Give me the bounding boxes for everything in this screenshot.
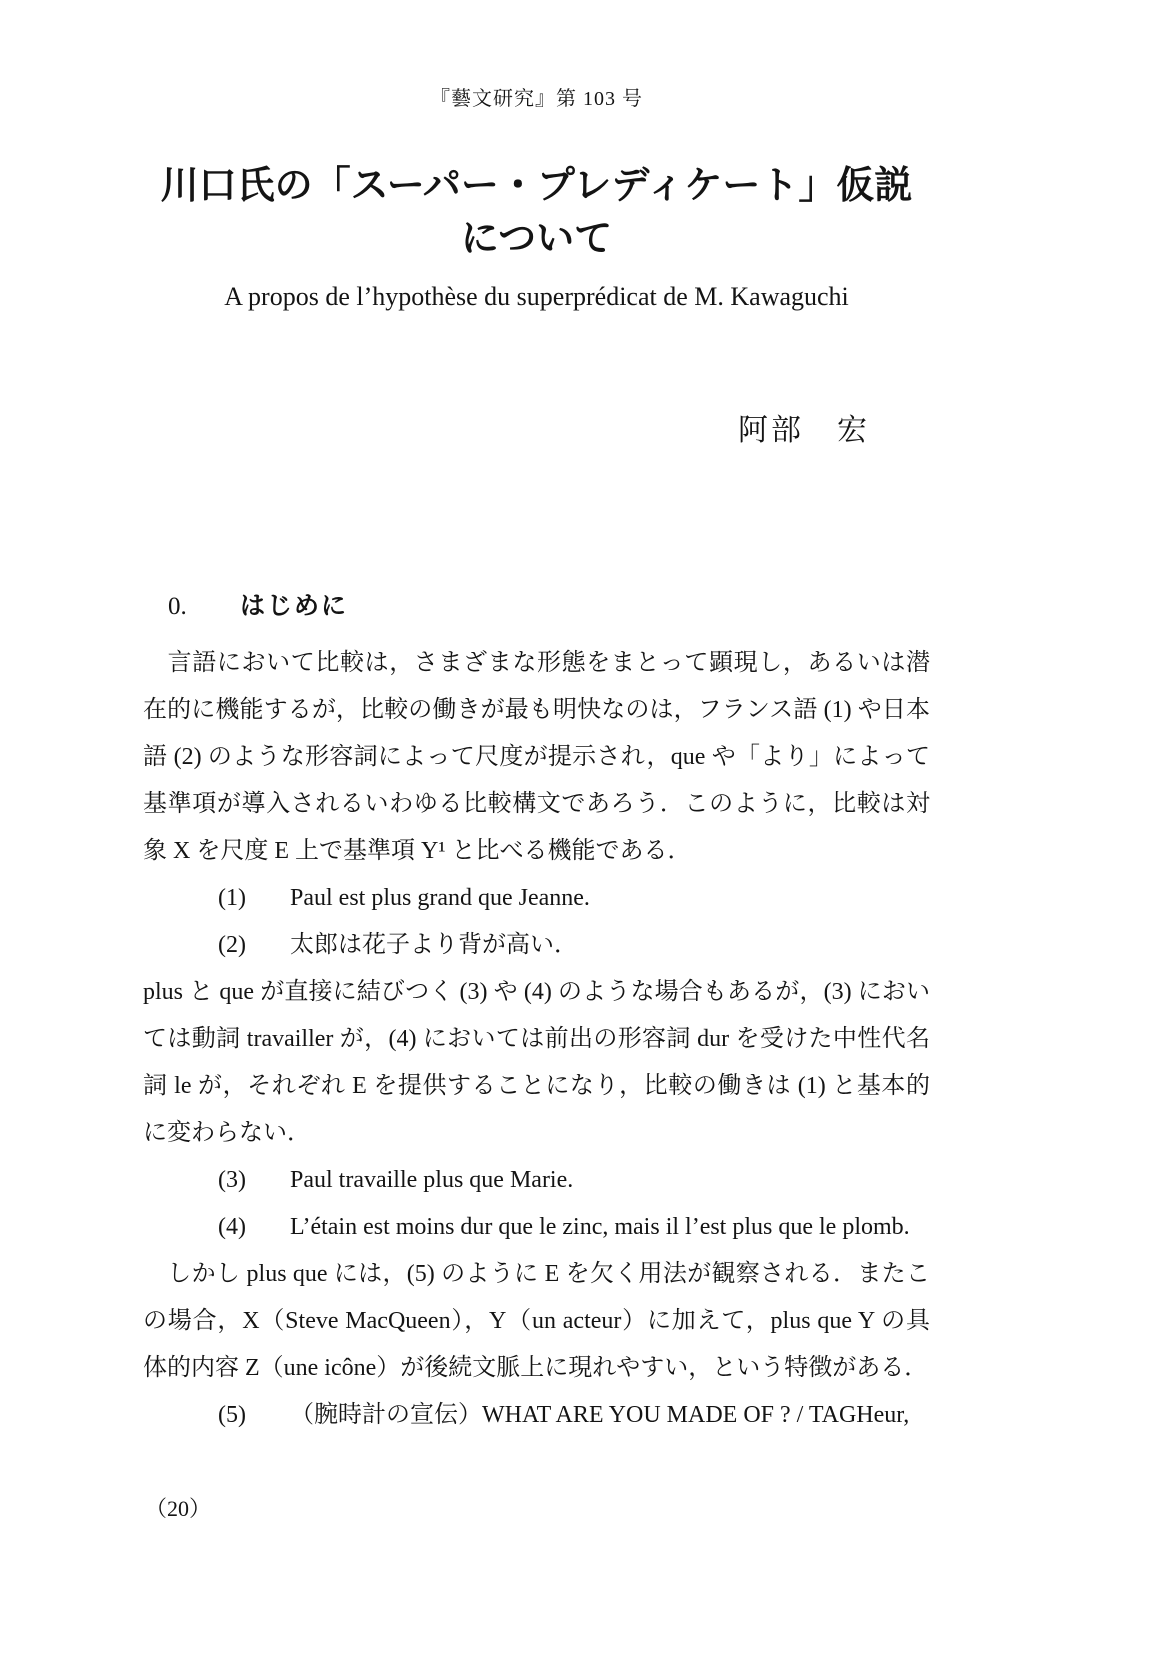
body-text — [143, 640, 930, 1439]
paragraph-1: 言語において比較は，さまざまな形態をまとって顕現し，あるいは潜在的に機能するが，比較の働きが最も明快なのは，フランス語 (1) や日本語 (2) のような形容詞によって尺度が提示され，que や「より」によって基準項が導入されるいわゆる比較構文であろう．このように，比較は対象 X を尺度 E 上で基準項 Y¹ と比べる機能である． — [143, 650, 930, 864]
example-number-4: (4) — [218, 1214, 246, 1240]
example-item-2 — [143, 922, 930, 969]
section-title: はじめに — [240, 592, 349, 620]
example-text-5: （腕時計の宣伝）WHAT ARE YOU MADE OF ? / TAGHeur, — [290, 1402, 910, 1428]
author-name: 阿部 宏 — [738, 414, 870, 447]
article-title — [143, 160, 930, 266]
article-title-line-1: 川口氏の「スーパー・プレディケート」仮説 — [160, 165, 913, 207]
example-number-1: (1) — [218, 885, 246, 911]
paragraph-3: しかし plus que には，(5) のように E を欠く用法が観察される．またこの場合，X（Steve MacQueen），Y（un acteur）に加えて，plus que Y の具体的内容 Z（une icône）が後続文脈上に現れやすい，という特徴がある． — [143, 1261, 930, 1381]
example-text-3: Paul travaille plus que Marie. — [290, 1167, 574, 1193]
paragraph-2: plus と que が直接に結びつく (3) や (4) のような場合もあるが，(3) においては動詞 travailler が，(4) においては前出の形容詞 dur を受けた中性代名詞 le が，それぞれ E を提供することになり，比較の働きは (1) と基本的に変わらない． — [143, 979, 930, 1146]
section-heading — [168, 586, 348, 622]
journal-running-header: 『藝文研究』第 103 号 — [430, 88, 643, 110]
page-number: （20） — [145, 1496, 212, 1521]
example-number-5: (5) — [218, 1402, 246, 1428]
example-text-2: 太郎は花子より背が高い． — [290, 932, 578, 958]
section-number: 0. — [168, 593, 187, 620]
example-item-1 — [143, 875, 930, 922]
article-subtitle-french: A propos de l’hypothèse du superprédicat de M. Kawaguchi — [224, 282, 849, 311]
example-item-4 — [143, 1204, 930, 1251]
example-number-2: (2) — [218, 932, 246, 958]
example-number-3: (3) — [218, 1167, 246, 1193]
example-text-1: Paul est plus grand que Jeanne. — [290, 885, 590, 911]
example-item-5 — [143, 1392, 930, 1439]
example-text-4: L’étain est moins dur que le zinc, mais il l’est plus que le plomb. — [290, 1214, 910, 1240]
example-item-3 — [143, 1157, 930, 1204]
article-title-line-2: について — [460, 218, 613, 260]
